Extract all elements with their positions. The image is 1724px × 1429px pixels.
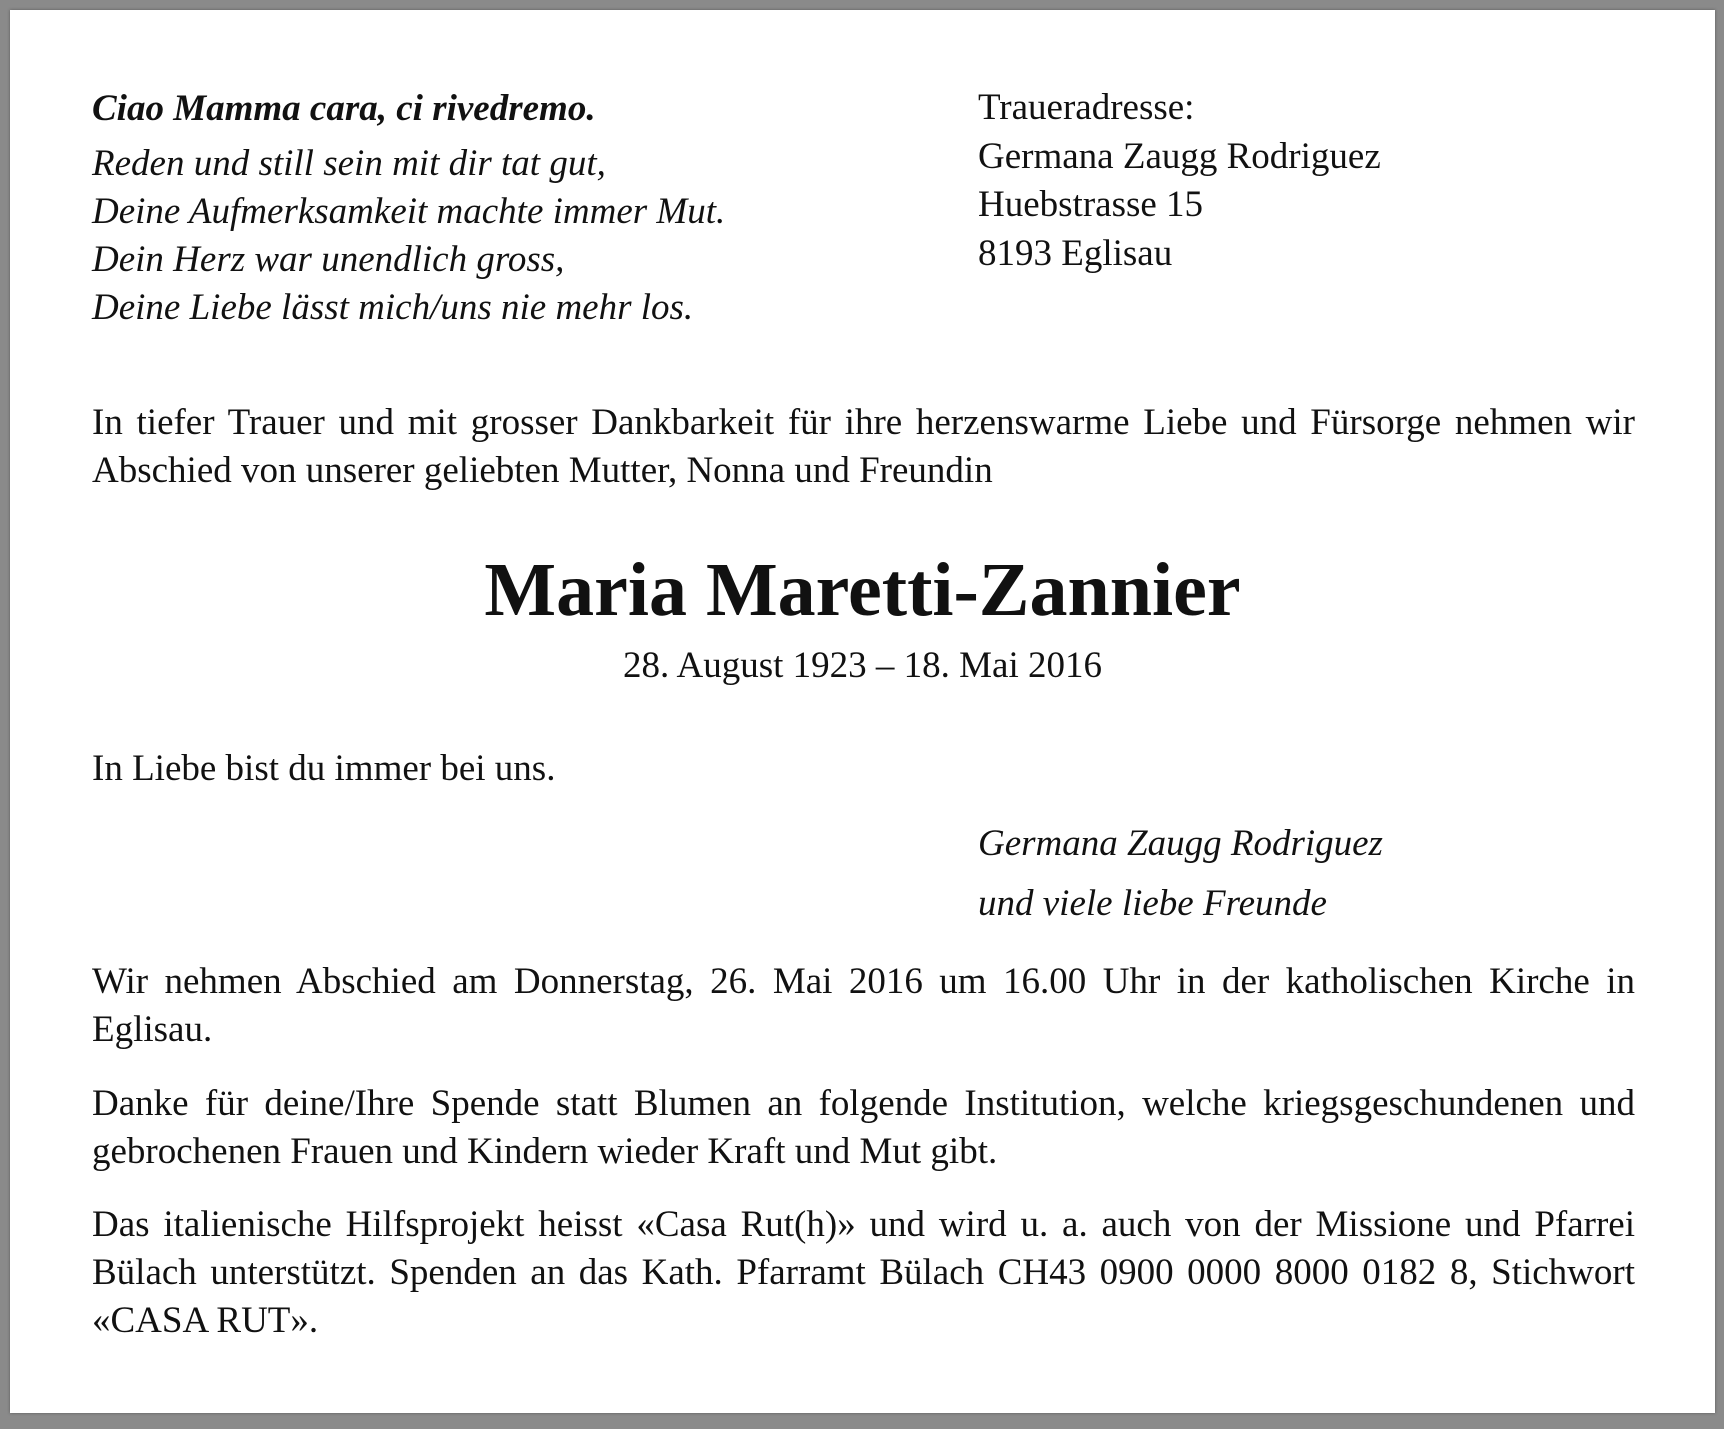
verse-line: Reden und still sein mit dir tat gut,	[92, 143, 606, 184]
verse-title: Ciao Mamma cara, ci rivedremo.	[92, 88, 596, 129]
verse-line: Dein Herz war unendlich gross,	[92, 239, 565, 280]
remembrance-line: In Liebe bist du immer bei uns.	[92, 748, 556, 789]
signer-line: und viele liebe Freunde	[978, 883, 1327, 924]
address-label: Traueradresse:	[978, 87, 1195, 128]
verse-line: Deine Liebe lässt mich/uns nie mehr los.	[92, 287, 694, 328]
address-city: 8193 Eglisau	[978, 232, 1173, 274]
verse-line: Deine Aufmerksamkeit machte immer Mut.	[92, 191, 726, 232]
address-name: Germana Zaugg Rodriguez	[978, 135, 1381, 177]
memorial-verse	[92, 84, 952, 332]
deceased-name: Maria Maretti-Zannier	[484, 548, 1241, 632]
farewell-paragraph: Wir nehmen Abschied am Donnerstag, 26. Mai 2016 um 16.00 Uhr in der katholischen Kirche in Eglisau.	[92, 961, 1635, 1050]
signer-line: Germana Zaugg Rodriguez	[978, 823, 1383, 864]
life-dates: 28. August 1923 – 18. Mai 2016	[623, 645, 1102, 686]
signers	[978, 814, 1383, 934]
obituary-notice	[10, 10, 1715, 1413]
address-street: Huebstrasse 15	[978, 184, 1204, 225]
intro-paragraph: In tiefer Trauer und mit grosser Dankbarkeit für ihre herzenswarme Liebe und Fürsorge nehmen wir Abschied von unserer geliebten Mutter, Nonna und Freundin	[92, 402, 1635, 491]
mourning-address	[978, 84, 1381, 278]
donation-paragraph: Danke für deine/Ihre Spende statt Blumen an folgende Institution, welche kriegsgeschundenen und gebrochenen Frauen und Kindern wieder Kraft und Mut gibt.	[92, 1083, 1635, 1172]
project-paragraph: Das italienische Hilfsprojekt heisst «Casa Rut(h)» und wird u. a. auch von der Missione und Pfarrei Bülach unterstützt. Spenden an das Kath. Pfarramt Bülach CH43 0900 0000 8000 0182 8, Stichwort «CASA RUT».	[92, 1204, 1635, 1341]
